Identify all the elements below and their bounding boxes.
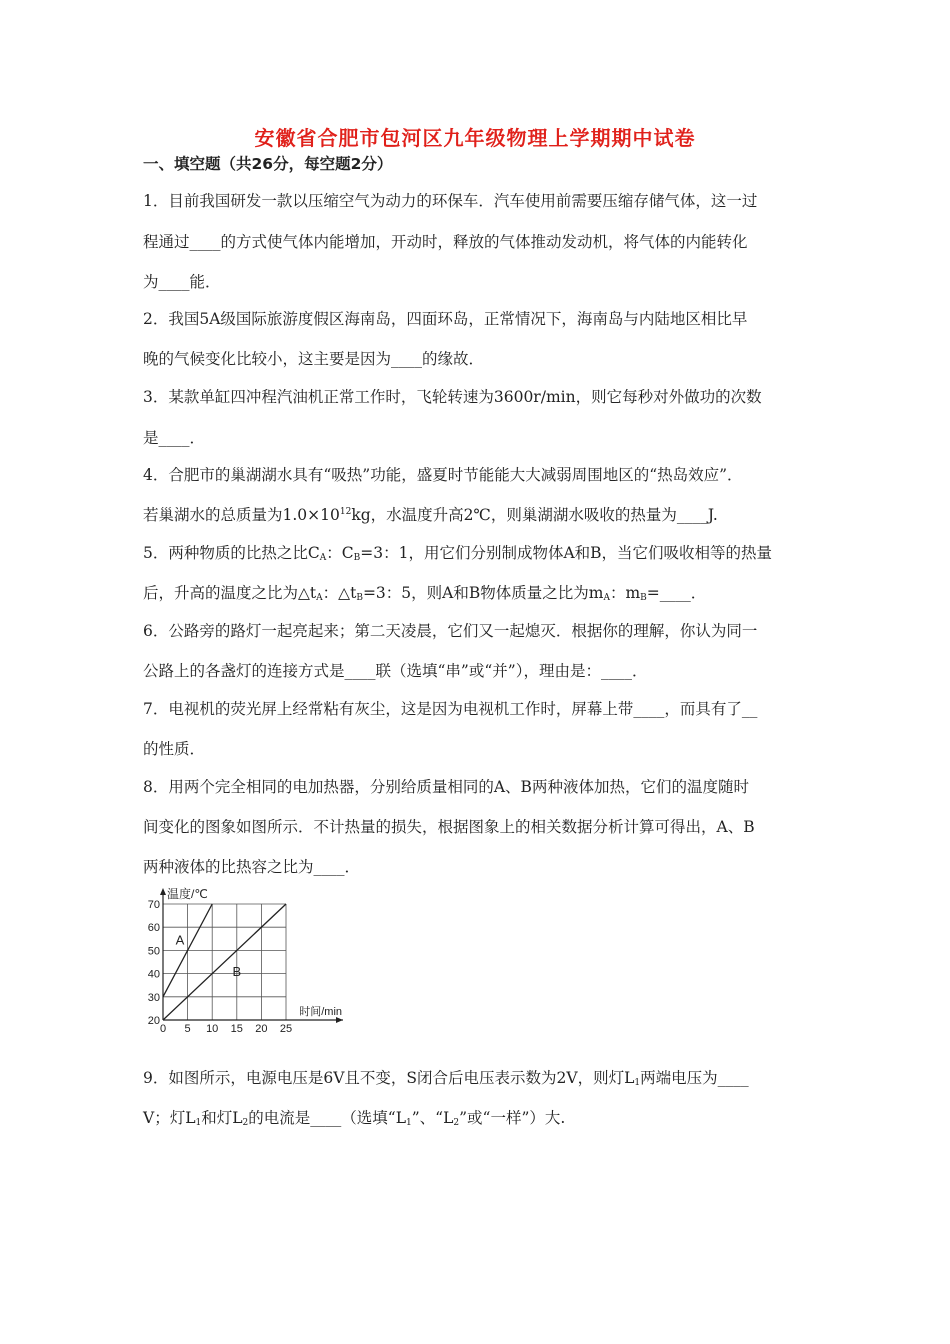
x-axis-label: 时间/min (299, 1006, 342, 1018)
series-label-B: B (232, 964, 242, 979)
q5-text-b: ：C (326, 544, 354, 562)
q8-line-2: 间变化的图象如图所示．不计热量的损失，根据图象上的相关数据分析计算可得出，A、B (143, 818, 755, 836)
q4-line-2 (143, 503, 718, 525)
q2-line-2: 晚的气候变化比较小，这主要是因为____的缘故． (143, 350, 485, 368)
x-tick-label-1: 5 (184, 1023, 191, 1035)
q5-sub-a: A (319, 553, 327, 563)
q3-line-2: 是____． (143, 429, 206, 447)
q4-text-b: kg，水温度升高2℃，则巢湖湖水吸收的热量为____J. (351, 506, 718, 524)
x-tick-label-2: 10 (206, 1023, 219, 1035)
x-tick-label-5: 25 (279, 1023, 293, 1035)
q6-line-1: 6．公路旁的路灯一起亮起来；第二天凌晨，它们又一起熄灭．根据你的理解，你认为同一 (143, 622, 758, 640)
q4-exponent: 12 (339, 507, 352, 517)
x-tick-label-3: 15 (230, 1023, 243, 1035)
q9-text-g: ”或“一样”）大. (459, 1109, 566, 1127)
x-tick-label-0: 0 (159, 1023, 167, 1035)
q9-text-e: 的电流是____（选填“L (248, 1109, 406, 1127)
q5-line-2 (143, 581, 706, 603)
q5-sub-tb: B (356, 593, 363, 603)
y-tick-label-1: 30 (147, 991, 160, 1004)
q9-text-f: ”、“L (411, 1109, 454, 1127)
q5-line-1 (143, 541, 772, 563)
q9-sub-l1b: 1 (405, 1118, 412, 1128)
q9-text-c: V；灯L (143, 1109, 196, 1127)
q1-line-2: 程通过____的方式使气体内能增加，开动时，释放的气体推动发动机，将气体的内能转化 (143, 233, 748, 251)
q5-text-h: =____． (646, 584, 707, 602)
q6-line-2: 公路上的各盏灯的连接方式是____联（选填“串”或“并”），理由是：____． (143, 662, 648, 680)
y-tick-label-0: 20 (147, 1015, 160, 1027)
q9-line-2 (143, 1106, 565, 1128)
q8-line-1: 8．用两个完全相同的电加热器，分别给质量相同的A、B两种液体加热，它们的温度随时 (143, 778, 749, 796)
y-axis-label: 温度/℃ (167, 887, 208, 901)
q5-sub-b: B (353, 553, 361, 563)
q9-text-a: 9．如图所示，电源电压是6V且不变，S闭合后电压表示数为2V，则灯L (143, 1069, 635, 1087)
x-tick-label-4: 20 (255, 1023, 268, 1035)
q9-line-1 (143, 1066, 749, 1088)
q5-text-a: 5．两种物质的比热之比C (143, 544, 320, 562)
q5-sub-ma: A (603, 593, 610, 603)
q9-sub-l1: 1 (195, 1118, 202, 1128)
q5-text-e: ：△t (322, 584, 357, 602)
q4-line-1: 4．合肥市的巢湖湖水具有“吸热”功能，盛夏时节能能大大减弱周围地区的“热岛效应”． (143, 466, 743, 484)
series-label-A: A (175, 932, 185, 948)
q7-line-1: 7．电视机的荧光屏上经常粘有灰尘，这是因为电视机工作时，屏幕上带____，而具有了__ (143, 700, 758, 718)
y-tick-label-2: 40 (147, 968, 160, 981)
q5-text-f: =3：5，则A和B物体质量之比为m (362, 584, 604, 602)
q9-sub-1: 1 (634, 1078, 641, 1088)
q5-sub-ta: A (316, 593, 323, 603)
section-heading: 一、填空题（共26分，每空题2分） (143, 155, 393, 173)
y-tick-label-5: 70 (147, 899, 160, 911)
q9-text-d: 和灯L (201, 1109, 243, 1127)
q1-line-1: 1．目前我国研发一款以压缩空气为动力的环保车．汽车使用前需要压缩存储气体，这一过 (143, 192, 758, 210)
q5-text-c: =3：1，用它们分别制成物体A和B，当它们吸收相等的热量 (360, 544, 773, 562)
y-axis-arrow (160, 888, 166, 895)
q1-line-3: 为____能． (143, 273, 221, 291)
q5-sub-mb: B (640, 593, 647, 603)
q3-line-1: 3．某款单缸四冲程汽油机正常工作时，飞轮转速为3600r/min，则它每秒对外做功的次数 (143, 388, 762, 406)
q5-text-g: ：m (609, 584, 641, 602)
temperature-time-chart (143, 884, 348, 1036)
q9-text-b: 两端电压为____ (640, 1069, 749, 1087)
q9-sub-l2: 2 (242, 1118, 249, 1128)
q2-line-1: 2．我国5A级国际旅游度假区海南岛，四面环岛，正常情况下，海南岛与内陆地区相比早 (143, 310, 748, 328)
page-title: 安徽省合肥市包河区九年级物理上学期期中试卷 (254, 126, 696, 150)
y-tick-label-3: 50 (147, 945, 160, 958)
y-tick-label-4: 60 (147, 922, 160, 935)
q7-line-2: 的性质． (143, 740, 206, 758)
q8-line-3: 两种液体的比热容之比为____． (143, 858, 361, 876)
q5-text-d: 后，升高的温度之比为△t (143, 584, 317, 602)
q9-sub-l2b: 2 (453, 1118, 460, 1128)
q4-text-a: 若巢湖水的总质量为1.0×10 (143, 506, 340, 524)
